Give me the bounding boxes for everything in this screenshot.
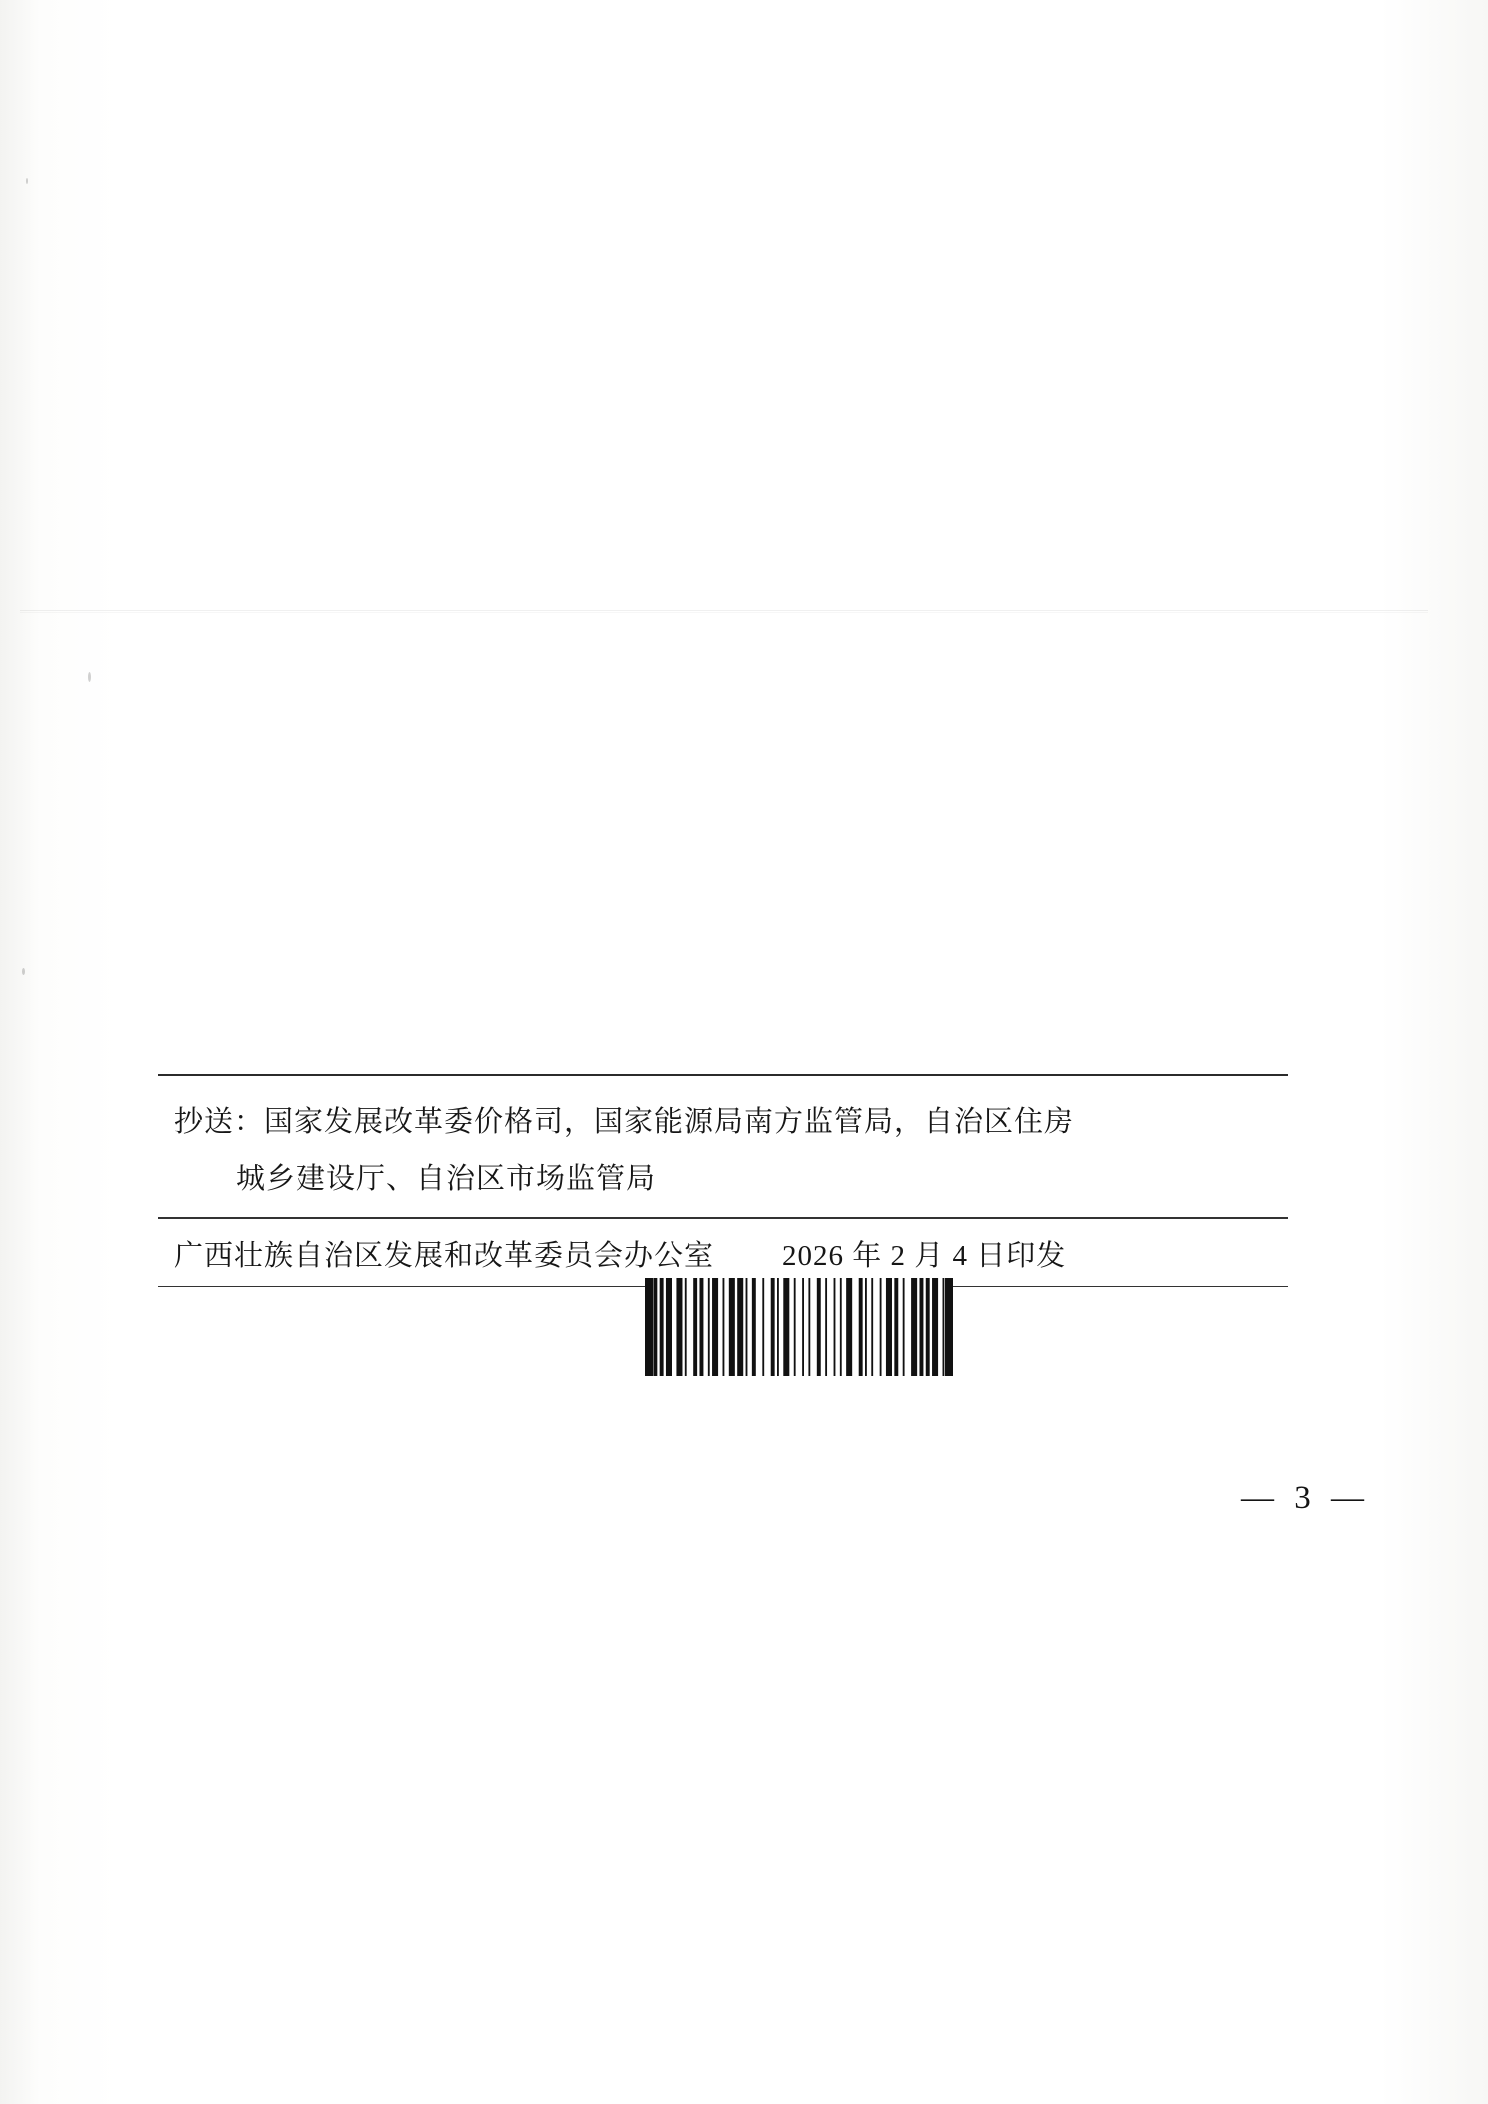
issuer-row xyxy=(158,1219,1288,1286)
scan-seam xyxy=(20,610,1428,611)
issuing-office: 广西壮族自治区发展和改革委员会办公室 xyxy=(174,1239,715,1272)
page-number: — 3 — xyxy=(1241,1480,1370,1516)
document-footer xyxy=(158,1074,1288,1287)
scan-speck xyxy=(22,968,25,975)
scan-speck xyxy=(88,672,91,682)
carbon-copy-block xyxy=(158,1076,1288,1217)
carbon-copy-line-1: 抄送：国家发展改革委价格司，国家能源局南方监管局，自治区住房 xyxy=(174,1106,1075,1138)
scan-speck xyxy=(26,178,28,184)
barcode xyxy=(645,1278,953,1376)
print-date: 2026 年 2 月 4 日印发 xyxy=(782,1239,1067,1272)
barcode-image xyxy=(645,1278,953,1376)
scan-seam-secondary xyxy=(20,612,1428,613)
carbon-copy-line-2: 城乡建设厅、自治区市场监管局 xyxy=(236,1162,657,1195)
